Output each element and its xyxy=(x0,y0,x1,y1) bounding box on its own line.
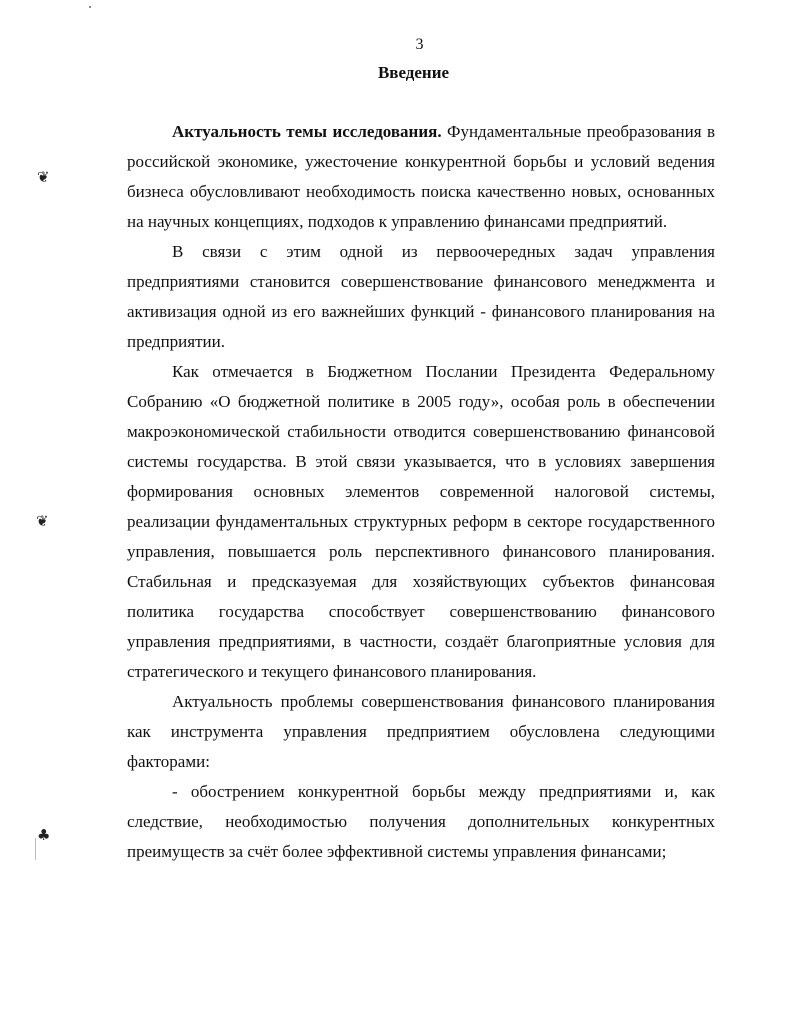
paragraph-tasks: В связи с этим одной из первоочередных задач управления предприятиями становится совершенствование финансового менеджмента и активизация одной из его важнейших функций - финансового планирования на предприятии. xyxy=(127,242,715,351)
scan-mark-icon: ♣ xyxy=(37,826,51,844)
paragraph-text: Фундаментальные преобразования в российской экономике, ужесточение конкурентной борьбы и условий ведения бизнеса обусловливают необходимость поиска качественно новых, основанных на научных концепциях, подходов к управлению финансами предприятий. xyxy=(127,122,716,231)
body-text xyxy=(127,117,715,867)
page-title: Введение xyxy=(377,63,450,82)
scan-margin-line xyxy=(35,838,36,860)
paragraph-problem: Актуальность проблемы совершенствования финансового планирования как инструмента управления предприятием обусловлена следующими факторами: xyxy=(127,692,715,771)
scan-speck xyxy=(89,6,91,8)
paragraph-lead: Актуальность темы исследования. xyxy=(172,122,442,141)
paragraph-relevance xyxy=(127,117,715,237)
scan-mark-icon: ❦ xyxy=(36,512,49,530)
paragraph-budget-message: Как отмечается в Бюджетном Послании Президента Федеральному Собранию «О бюджетной политике в 2005 году», особая роль в обеспечении макроэкономической стабильности отводится совершенствованию финансовой системы государства. В этой связи указывается, что в условиях завершения формирования основных элементов современной налоговой системы, реализации фундаментальных структурных реформ в секторе государственного управления, повышается роль перспективного финансового планирования. Стабильная и предсказуемая для хозяйствующих субъектов финансовая политика государства способствует совершенствованию финансового управления предприятиями, в частности, создаёт благоприятные условия для стратегического и текущего финансового планирования. xyxy=(127,362,715,681)
page-number: 3 xyxy=(415,36,424,53)
paragraph-factor: - обострением конкурентной борьбы между предприятиями и, как следствие, необходимостью получения дополнительных конкурентных преимуществ за счёт более эффективной системы управления финансами; xyxy=(127,782,715,861)
scan-mark-icon: ❦ xyxy=(37,168,50,186)
